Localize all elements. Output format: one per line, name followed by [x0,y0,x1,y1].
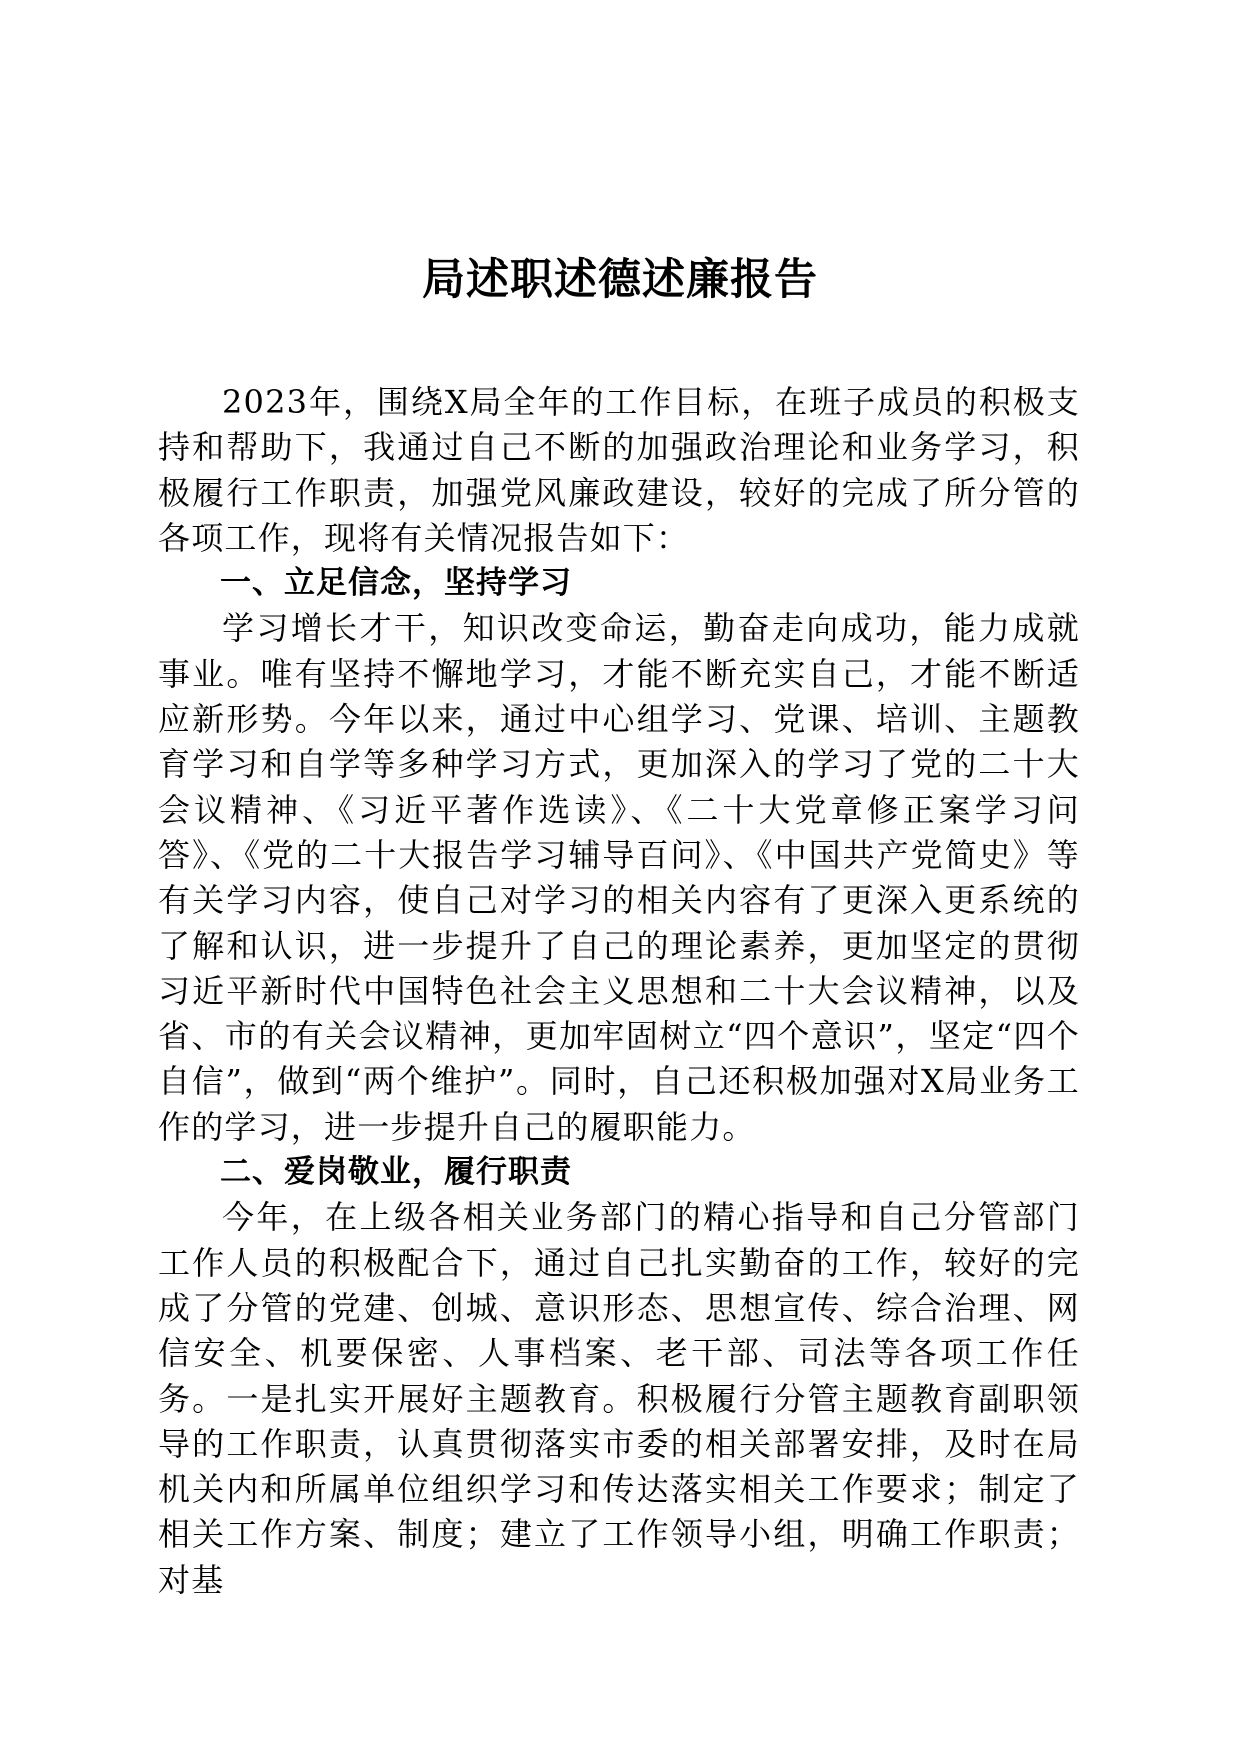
document-body [158,380,1080,1603]
section-1-paragraph: 学习增长才干，知识改变命运，勤奋走向成功，能力成就事业。唯有坚持不懈地学习，才能不断充实自己，才能不断适应新形势。今年以来，通过中心组学习、党课、培训、主题教育学习和自学等多种学习方式，更加深入的学习了党的二十大会议精神、《习近平著作选读》、《二十大党章修正案学习问答》、《党的二十大报告学习辅导百问》、《中国共产党简史》等有关学习内容，使自己对学习的相关内容有了更深入更系统的了解和认识，进一步提升了自己的理论素养，更加坚定的贯彻习近平新时代中国特色社会主义思想和二十大会议精神，以及省、市的有关会议精神，更加牢固树立“四个意识”，坚定“四个自信”，做到“两个维护”。同时，自己还积极加强对X局业务工作的学习，进一步提升自己的履职能力。 [158,609,1080,1146]
section-2-paragraph: 今年，在上级各相关业务部门的精心指导和自己分管部门工作人员的积极配合下，通过自己扎实勤奋的工作，较好的完成了分管的党建、创城、意识形态、思想宣传、综合治理、网信安全、机要保密、人事档案、老干部、司法等各项工作任务。一是扎实开展好主题教育。积极履行分管主题教育副职领导的工作职责，认真贯彻落实市委的相关部署安排，及时在局机关内和所属单位组织学习和传达落实相关工作要求；制定了相关工作方案、制度；建立了工作领导小组，明确工作职责；对基 [158,1198,1080,1599]
intro-paragraph: 2023年，围绕X局全年的工作目标，在班子成员的积极支持和帮助下，我通过自己不断的加强政治理论和业务学习，积极履行工作职责，加强党风廉政建设，较好的完成了所分管的各项工作，现将有关情况报告如下： [158,383,1080,557]
document-title: 局述职述德述廉报告 [422,255,818,305]
section-2-heading: 二、爱岗敬业，履行职责 [220,1154,572,1191]
section-1-heading: 一、立足信念，坚持学习 [220,565,572,602]
